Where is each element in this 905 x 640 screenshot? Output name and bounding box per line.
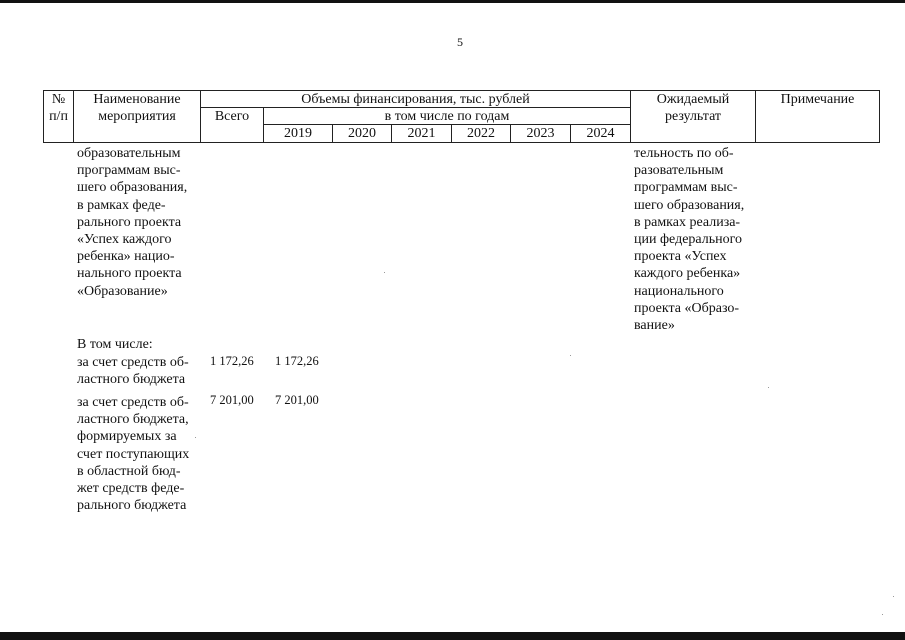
bottom-border	[0, 632, 905, 640]
text-line: ластного бюджета	[77, 372, 186, 388]
funding-row-1-total: 1 172,26	[210, 354, 254, 368]
text-line: рального проекта	[77, 214, 182, 230]
text-line: разовательным	[634, 163, 724, 179]
funding-row-2-total: 7 201,00	[210, 393, 254, 407]
funding-row-2-label	[77, 394, 189, 514]
including-label	[77, 336, 153, 353]
col-result-header-line2: результат	[664, 109, 722, 124]
col-line	[879, 90, 880, 142]
funding-row-1-label	[77, 354, 189, 388]
year-header-2023: 2023	[526, 126, 555, 141]
scan-speck	[384, 272, 385, 273]
header-bottom-line	[43, 142, 880, 143]
text-line: нального проекта	[77, 266, 182, 282]
col-total-header: Всего	[214, 109, 250, 124]
text-line: шего образования,	[77, 180, 188, 196]
scan-speck	[195, 437, 196, 438]
text-line: жет средств феде-	[77, 481, 185, 497]
text-line: за счет средств об-	[77, 355, 189, 370]
year-header-2024: 2024	[586, 126, 615, 141]
text-line: в рамках реализа-	[634, 214, 741, 230]
funding-row-2-2019: 7 201,00	[275, 393, 319, 407]
funding-row-1-2019: 1 172,26	[275, 354, 319, 368]
text-line: каждого ребенка»	[634, 266, 741, 282]
text-line: формируемых за	[77, 429, 177, 445]
text-line: в областной бюд-	[77, 463, 181, 479]
year-header-2020: 2020	[348, 126, 376, 141]
top-border	[0, 0, 905, 3]
activity-name-text	[77, 145, 187, 300]
text-line: проекта «Образо-	[634, 300, 740, 316]
col-name-header-line1: Наименование	[93, 92, 181, 107]
text-line: национального	[634, 283, 724, 299]
text-line: шего образования,	[634, 197, 745, 213]
text-line: за счет средств об-	[77, 395, 189, 410]
scan-speck	[893, 596, 894, 597]
col-result-header-line1: Ожидаемый	[656, 92, 730, 107]
col-note-header: Примечание	[780, 92, 855, 107]
text-line: в рамках феде-	[77, 197, 166, 213]
text-line: проекта «Успех	[634, 249, 727, 265]
text-line: программам выс-	[634, 180, 738, 196]
col-number-header-line2: п/п	[49, 109, 68, 124]
text-line: программам выс-	[77, 163, 181, 179]
scan-speck	[768, 387, 769, 388]
text-line: ребенка» нацио-	[77, 249, 175, 265]
text-line: вание»	[634, 318, 675, 334]
scan-speck	[882, 614, 883, 615]
col-number-header-line1: №	[51, 92, 66, 107]
text-line: ции федерального	[634, 232, 743, 248]
col-by-years-header: в том числе по годам	[384, 109, 510, 124]
year-header-2022: 2022	[467, 126, 495, 141]
scan-speck	[570, 355, 571, 356]
col-name-header-line2: мероприятия	[98, 109, 176, 124]
col-funding-header: Объемы финансирования, тыс. рублей	[301, 92, 530, 107]
text-line: рального бюджета	[77, 498, 187, 514]
year-header-2019: 2019	[284, 126, 312, 141]
page-number: 5	[457, 35, 463, 49]
text-line: В том числе:	[77, 337, 153, 352]
expected-result-text	[634, 145, 744, 334]
text-line: «Образование»	[77, 283, 168, 299]
year-header-2021: 2021	[407, 126, 436, 141]
text-line: образовательным	[77, 146, 181, 161]
text-line: тельность по об-	[634, 146, 734, 161]
text-line: «Успех каждого	[77, 232, 172, 248]
text-line: ластного бюджета,	[77, 412, 189, 428]
text-line: счет поступающих	[77, 446, 190, 462]
